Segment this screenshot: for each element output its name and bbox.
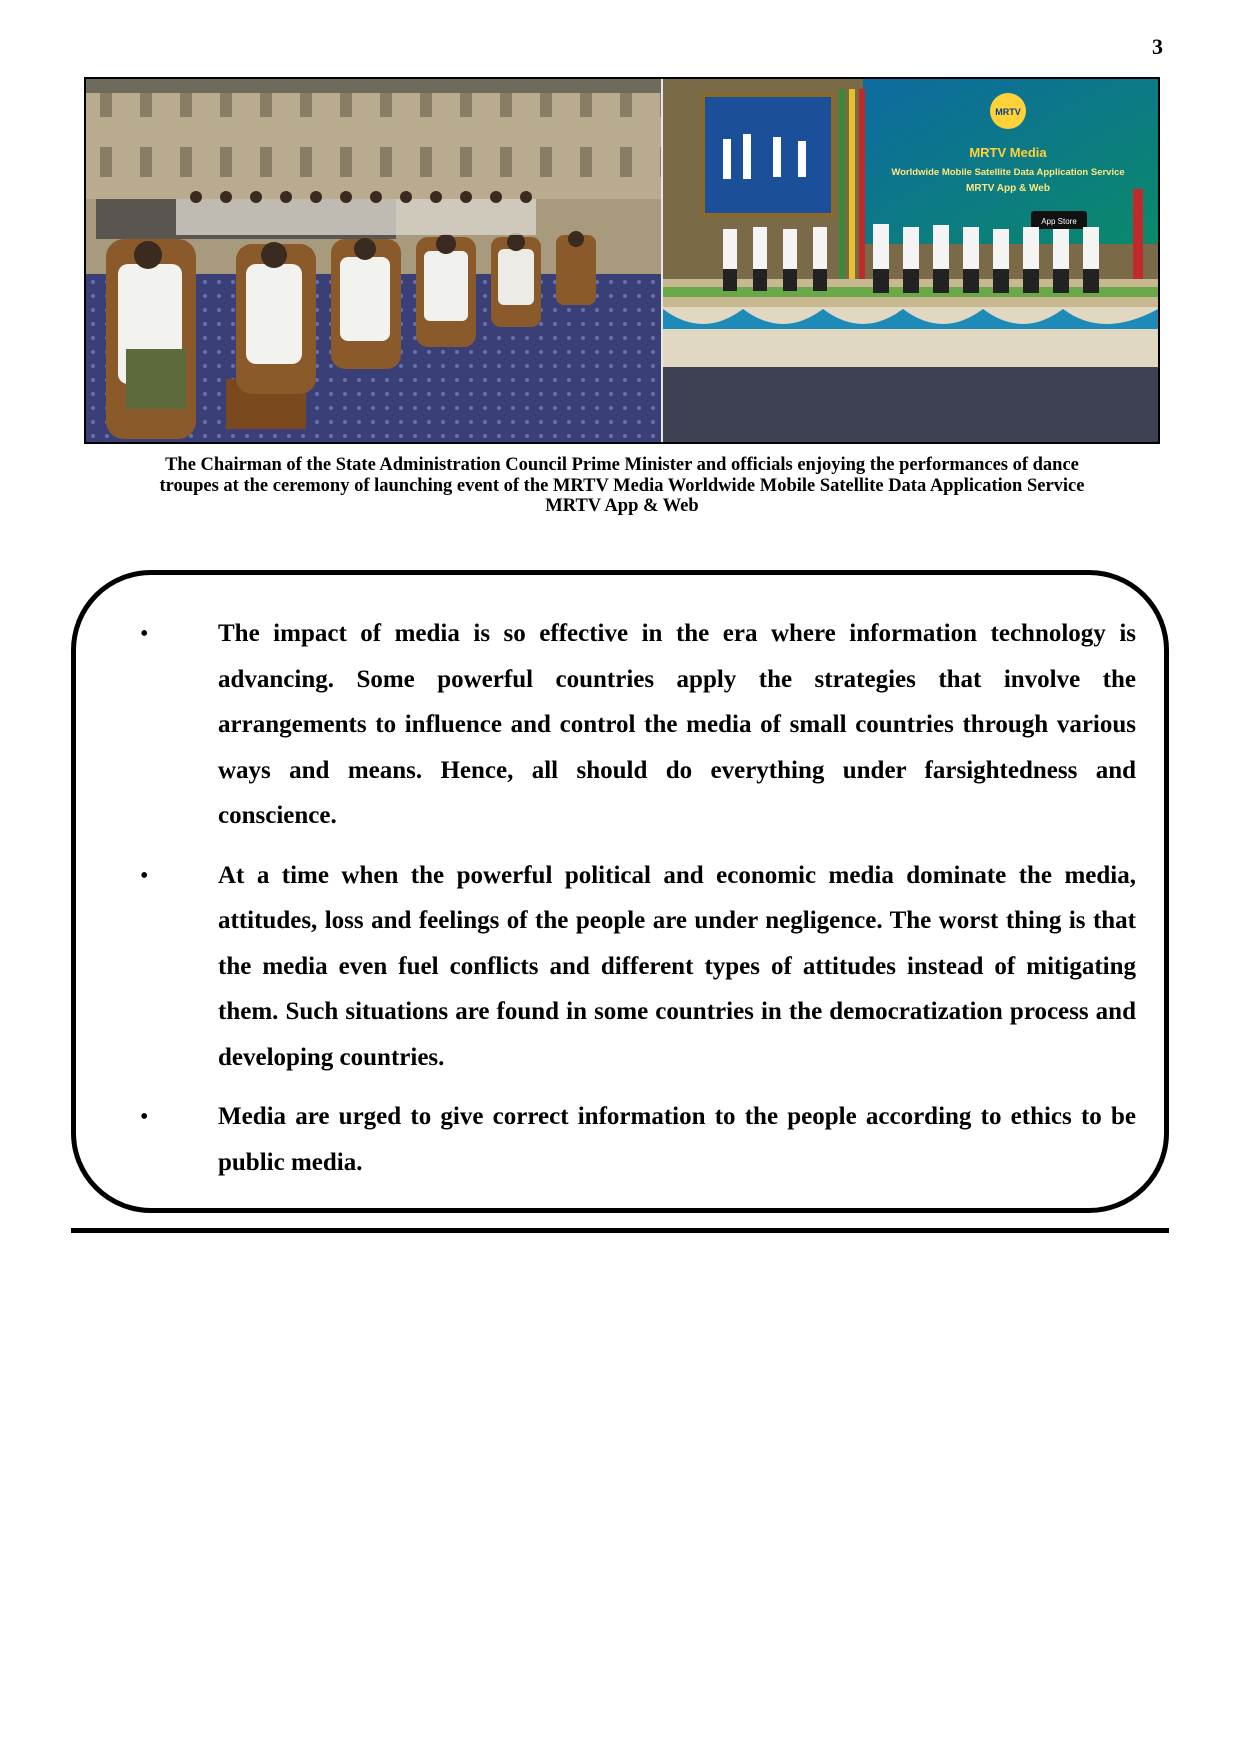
stage-performance-photo (663, 79, 1158, 442)
list-item (106, 611, 1136, 839)
page-number: 3 (1152, 34, 1163, 59)
callout-box (71, 570, 1169, 1213)
bullet-icon: • (140, 862, 149, 889)
bullet-icon: • (140, 621, 149, 647)
audience-photo (86, 79, 661, 442)
svg-text:MRTV App & Web: MRTV App & Web (966, 183, 1050, 194)
bullet-list (106, 611, 1136, 1199)
bullet-text: At a time when the powerful political and economic media dominate the media, attitudes, loss and feelings of the people are under negligence. The worst thing is that the media even fuel conflicts and different types of attitudes instead of mitigating them. Such situations are found in some countries in the democratization process and developing countries. (218, 861, 1136, 1071)
svg-text:MRTV: MRTV (995, 107, 1021, 117)
list-item (106, 1094, 1136, 1185)
bullet-icon: • (140, 1104, 149, 1130)
caption-line: The Chairman of the State Administration Council Prime Minister and officials enjoying the performances of dance (165, 455, 1079, 475)
list-item (106, 853, 1136, 1081)
bullet-text: The impact of media is so effective in the era where information technology is advancing. Some powerful countries apply the strategies that involve the arrangements to influence and control the media of small countries through various ways and means. Hence, all should do everything under farsightedness and conscience. (218, 620, 1136, 829)
bullet-text: Media are urged to give correct information to the people according to ethics to be public media. (218, 1103, 1136, 1176)
photo-frame (84, 77, 1160, 444)
svg-text:Worldwide Mobile Satellite Dat: Worldwide Mobile Satellite Data Application Service (891, 167, 1125, 178)
svg-text:App Store: App Store (1041, 217, 1077, 226)
svg-text:MRTV Media: MRTV Media (969, 145, 1047, 160)
caption-line: troupes at the ceremony of launching event of the MRTV Media Worldwide Mobile Satellite Data Application Service (159, 475, 1085, 496)
caption-line: MRTV App & Web (545, 496, 699, 516)
section-divider (71, 1228, 1169, 1233)
figure-caption (84, 455, 1160, 517)
